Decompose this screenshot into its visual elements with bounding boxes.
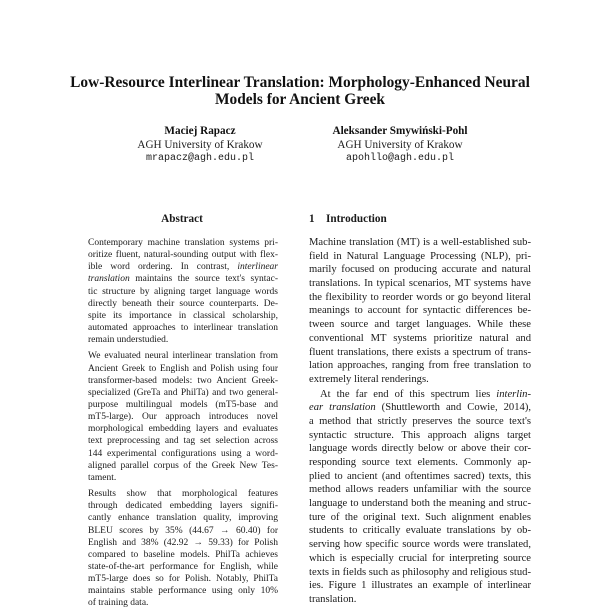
introduction-heading [309,212,387,226]
text-line: mT5-large). Our approach introduces novel [88,412,278,423]
text-line: conventional MT systems prioritize natural and [309,332,531,344]
text-line: method allows readers unfamiliar with the source [309,484,531,496]
author-block-2 [290,124,510,166]
text-line: meanings to account for syntactic differences be- [309,305,531,317]
text-line: state-of-the-art performance for English, while [88,562,278,573]
text-line: translation maintains the source text's syntac- [88,274,278,285]
text-line: language to understand both the meaning and struc- [309,498,531,510]
text-line: texts in fields such as philosophy and religious stud- [309,566,531,578]
text-line: translation. [309,593,357,605]
text-line: of training data. [88,598,149,609]
author-affiliation: AGH University of Krakow [137,139,263,151]
text-line: the flexibility to reorder words or go beyond literal [309,291,531,303]
text-line: At the far end of this spectrum lies interlin- [320,388,531,400]
text-line: tic structure by aligning target language words [88,286,278,297]
title-line-2: Models for Ancient Greek [215,91,385,108]
text-line: plied to ancient (and oftentimes sacred) texts, this [309,470,531,482]
introduction-body [309,236,531,607]
text-line: ear translation (Shuttleworth and Cowie, 2014), [309,402,531,414]
paragraph [88,350,278,484]
title-line-1: Low-Resource Interlinear Translation: Morphology-Enhanced Neural [70,74,530,91]
text-line: aligned parallel corpus of the Greek New Tes- [88,460,278,471]
text-line: field in Natural Language Processing (NLP), pri- [309,250,531,262]
text-line: automated approaches to interlinear translation [88,322,278,333]
text-line: spite its importance in classical scholarship, [88,310,278,321]
author-affiliation: AGH University of Krakow [337,139,463,151]
section-title: Introduction [326,213,387,225]
text-line: ture of the original text. Such alignment enables [309,511,531,523]
paper-title [60,74,540,108]
text-line: cantly enhance translation quality, improving [88,513,278,524]
text-line: marily focused on producing accurate and natural [309,264,531,276]
text-line: compared to baseline models. PhilTa achieves [88,549,278,560]
text-line: remain understudied. [88,335,169,346]
text-line: which is especially crucial for interpreting source [309,552,531,564]
section-number: 1 [309,213,315,225]
paragraph [309,388,531,607]
text-line: oritize fluent, natural-sounding output with flex- [88,250,278,261]
author-name: Maciej Rapacz [164,125,236,137]
author-name: Aleksander Smywiński-Pohl [332,125,468,137]
text-line: language words directly below or above their cor- [309,443,531,455]
text-line: through dedicated embedding layers signifi- [88,501,278,512]
text-line: Ancient Greek to English and Polish using four [88,363,278,374]
text-line: directly beneath their source counterparts. De- [88,298,278,309]
text-line: Results show that morphological features [88,489,278,500]
text-line: purpose multilingual models (mT5-base and [88,400,278,411]
text-line: morphological embedding layers and evaluates [88,424,278,435]
text-line: students to critically evaluate translations by ob- [309,525,531,537]
text-line: We evaluated neural interlinear translation from [88,351,278,362]
text-line: transformer-based models: two Ancient Greek- [88,375,278,386]
text-line: mT5-large does so for Polish. Notably, PhilTa [88,574,278,585]
text-line: serving how specific source words were translated, [309,539,531,551]
paragraph [88,488,278,609]
author-block-1 [90,124,310,166]
text-line: responding source text elements. Commonly ap- [309,457,531,468]
text-line: English and 38% (42.92 → 59.33) for Polish [88,537,278,548]
paragraph [309,236,531,387]
paragraph [88,237,278,346]
text-line: Machine translation (MT) is a well-established sub- [309,237,531,248]
text-line: tament. [88,472,117,483]
text-line: specialized (GreTa and PhilTa) and two general- [88,387,278,398]
text-line: BLEU scores by 35% (44.67 → 60.40) for [88,525,278,536]
text-line: lation approaches, ranging from free translation to [309,360,531,372]
text-line: ies. Figure 1 illustrates an example of interlinear [309,580,531,592]
text-line: 144 experimental configurations using a word- [88,448,278,459]
abstract-heading: Abstract [161,213,203,225]
text-line: syntactic structure. This approach aligns target [309,429,531,441]
text-line: tween source and target languages. While these [309,319,531,331]
text-line: ible word ordering. In contrast, interlinear [88,262,278,273]
text-line: Contemporary machine translation systems pri- [88,238,278,248]
text-line: fluent translations, there exists a spectrum of trans- [309,346,531,358]
text-line: translations. In typical scenarios, MT systems have [309,278,531,290]
text-line: text preprocessing and tag set selection across [88,436,278,447]
text-line: maintains stable performance using only 10% [88,586,278,597]
abstract-body [88,237,278,614]
text-line: extremely literal renderings. [309,373,429,385]
text-line: a method that strictly preserves the source text's [309,415,531,427]
author-email[interactable]: apohllo@agh.edu.pl [345,153,455,164]
author-email[interactable]: mrapacz@agh.edu.pl [145,153,255,164]
